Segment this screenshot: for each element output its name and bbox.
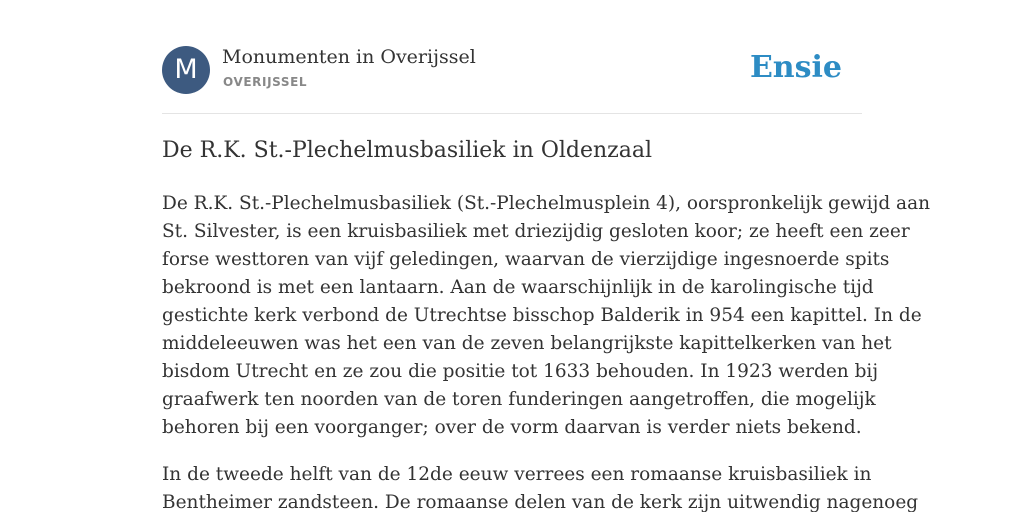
article-body: [162, 190, 931, 512]
ensie-logo-link[interactable]: Ensie: [749, 50, 842, 85]
source-category-link[interactable]: OVERIJSSEL: [223, 75, 308, 89]
paragraph-line: bisdom Utrecht en ze zou die positie tot 1633 behouden. In 1923 werden bij: [162, 361, 879, 382]
article-paragraph-1: [162, 190, 931, 442]
paragraph-line: In de tweede helft van de 12de eeuw verrees een romaanse kruisbasiliek in: [162, 464, 872, 485]
paragraph-line: Bentheimer zandsteen. De romaanse delen van de kerk zijn uitwendig nagenoeg: [162, 492, 919, 512]
article-title: De R.K. St.-Plechelmusbasiliek in Oldenzaal: [162, 138, 653, 163]
source-header: [162, 46, 862, 96]
paragraph-line: bekroond is met een lantaarn. Aan de waarschijnlijk in de karolingische tijd: [162, 277, 874, 298]
paragraph-line: behoren bij een voorganger; over de vorm daarvan is verder niets bekend.: [162, 417, 862, 438]
header-divider: [162, 113, 862, 114]
article-paragraph-2: [162, 461, 919, 512]
paragraph-line: St. Silvester, is een kruisbasiliek met driezijdig gesloten koor; ze heeft een zeer: [162, 221, 910, 242]
source-avatar[interactable]: M: [162, 46, 210, 94]
source-title-link[interactable]: Monumenten in Overijssel: [222, 46, 476, 68]
paragraph-line: forse westtoren van vijf geledingen, waarvan de vierzijdige ingesnoerde spits: [162, 249, 890, 270]
paragraph-line: middeleeuwen was het een van de zeven belangrijkste kapittelkerken van het: [162, 333, 892, 354]
paragraph-line: gestichte kerk verbond de Utrechtse bisschop Balderik in 954 een kapittel. In de: [162, 305, 922, 326]
paragraph-line: graafwerk ten noorden van de toren funderingen aangetroffen, die mogelijk: [162, 389, 876, 410]
paragraph-line: De R.K. St.-Plechelmusbasiliek (St.-Plechelmusplein 4), oorspronkelijk gewijd aan: [162, 193, 931, 214]
